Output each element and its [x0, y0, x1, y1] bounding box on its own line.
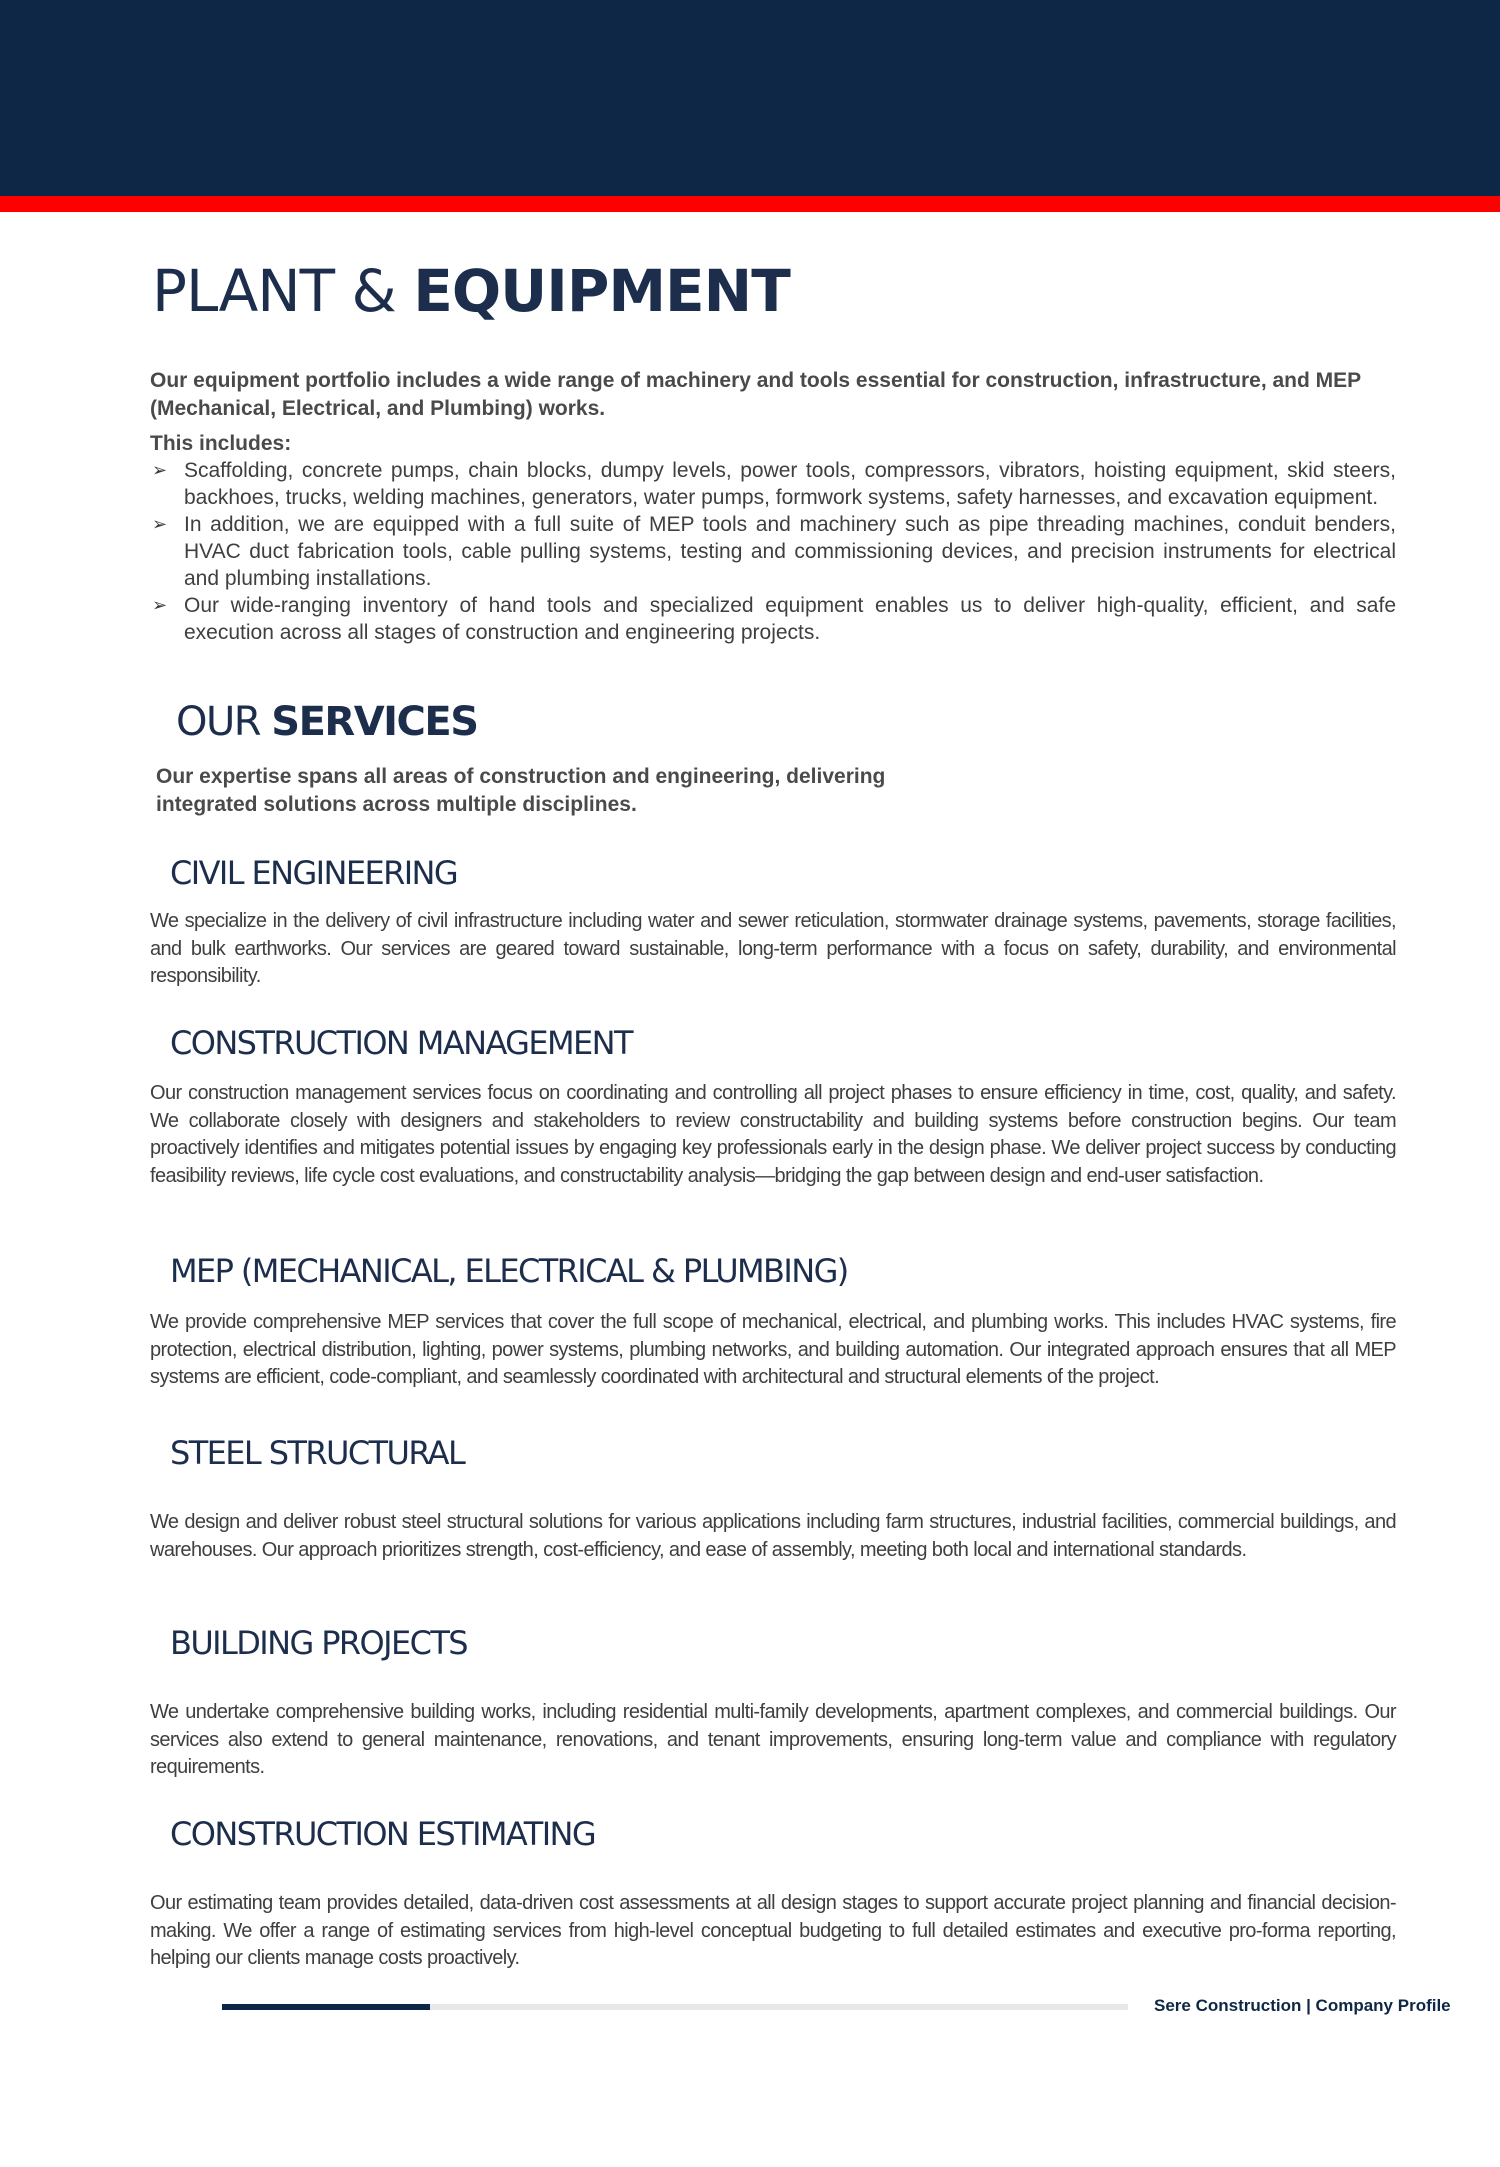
plant-intro: Our equipment portfolio includes a wide range of machinery and tools essential for construction, infrastructure, and MEP (Mechanical, Electrical, and Plumbing) works. [150, 369, 1361, 420]
service-heading-steel-structural: STEEL STRUCTURAL [170, 1434, 465, 1472]
footer-progress-track [222, 2004, 1128, 2010]
services-title-light: OUR [176, 699, 272, 745]
list-item [150, 457, 1396, 511]
service-body-building-projects: We undertake comprehensive building works, including residential multi-family developments, apartment complexes, and commercial buildings. Our services also extend to general maintenance, renovations, and tenant improvements, ensuring long-term value and compliance with regulatory requirements. [150, 1701, 1396, 1778]
equipment-list [150, 457, 1396, 646]
service-body-construction-estimating: Our estimating team provides detailed, data-driven cost assessments at all design stages to support accurate project planning and financial decision-making. We offer a range of estimating services from high-level conceptual budgeting to full detailed estimates and executive pro-forma reporting, helping our clients manage costs proactively. [150, 1892, 1396, 1969]
service-heading-construction-estimating: CONSTRUCTION ESTIMATING [170, 1815, 596, 1853]
services-title [176, 700, 478, 744]
list-item-text: Scaffolding, concrete pumps, chain blocks, dumpy levels, power tools, compressors, vibrators, hoisting equipment, skid steers, backhoes, trucks, welding machines, generators, water pumps, formwork systems, safety harnesses, and excavation equipment. [184, 459, 1396, 509]
arrow-bullet-icon: ➢ [152, 460, 168, 480]
list-item-text: In addition, we are equipped with a full suite of MEP tools and machinery such as pipe threading machines, conduit benders, HVAC duct fabrication tools, cable pulling systems, testing and commissioning devices, and precision instruments for electrical and plumbing installations. [184, 513, 1396, 590]
services-subtitle: Our expertise spans all areas of construction and engineering, delivering integrated solutions across multiple disciplines. [156, 765, 886, 816]
page-title [152, 257, 790, 325]
service-body-civil-engineering: We specialize in the delivery of civil infrastructure including water and sewer reticulation, stormwater drainage systems, pavements, storage facilities, and bulk earthworks. Our services are geared toward sustainable, long-term performance with a focus on safety, durability, and environmental responsibility. [150, 910, 1396, 987]
footer-progress-fill [222, 2004, 430, 2010]
header-band [0, 0, 1500, 196]
list-item [150, 511, 1396, 592]
list-item [150, 592, 1396, 646]
services-title-bold: SERVICES [271, 699, 478, 745]
service-body-steel-structural: We design and deliver robust steel structural solutions for various applications including farm structures, industrial facilities, commercial buildings, and warehouses. Our approach prioritizes strength, cost-efficiency, and ease of assembly, meeting both local and international standards. [150, 1511, 1396, 1561]
footer-label: Sere Construction | Company Profile [1154, 1996, 1451, 2015]
service-body-construction-management: Our construction management services focus on coordinating and controlling all project phases to ensure efficiency in time, cost, quality, and safety. We collaborate closely with designers and stakeholders to review constructability and building systems before construction begins. Our team proactively identifies and mitigates potential issues by engaging key professionals early in the design phase. We deliver project success by conducting feasibility reviews, life cycle cost evaluations, and constructability analysis—bridging the gap between design and end-user satisfaction. [150, 1082, 1396, 1187]
service-heading-mep: MEP (MECHANICAL, ELECTRICAL & PLUMBING) [170, 1252, 848, 1290]
header-accent-stripe [0, 196, 1500, 212]
service-body-mep: We provide comprehensive MEP services that cover the full scope of mechanical, electrical, and plumbing works. This includes HVAC systems, fire protection, electrical distribution, lighting, power systems, plumbing networks, and building automation. Our integrated approach ensures that all MEP systems are efficient, code-compliant, and seamlessly coordinated with architectural and structural elements of the project. [150, 1311, 1396, 1388]
service-heading-building-projects: BUILDING PROJECTS [170, 1624, 468, 1662]
service-heading-construction-management: CONSTRUCTION MANAGEMENT [170, 1024, 632, 1062]
page-title-light: PLANT & [152, 257, 414, 325]
page-title-bold: EQUIPMENT [413, 257, 790, 325]
service-heading-civil-engineering: CIVIL ENGINEERING [170, 854, 458, 892]
arrow-bullet-icon: ➢ [152, 514, 168, 534]
list-item-text: Our wide-ranging inventory of hand tools and specialized equipment enables us to deliver high-quality, efficient, and safe execution across all stages of construction and engineering projects. [184, 594, 1396, 644]
includes-label: This includes: [150, 432, 292, 455]
arrow-bullet-icon: ➢ [152, 595, 168, 615]
